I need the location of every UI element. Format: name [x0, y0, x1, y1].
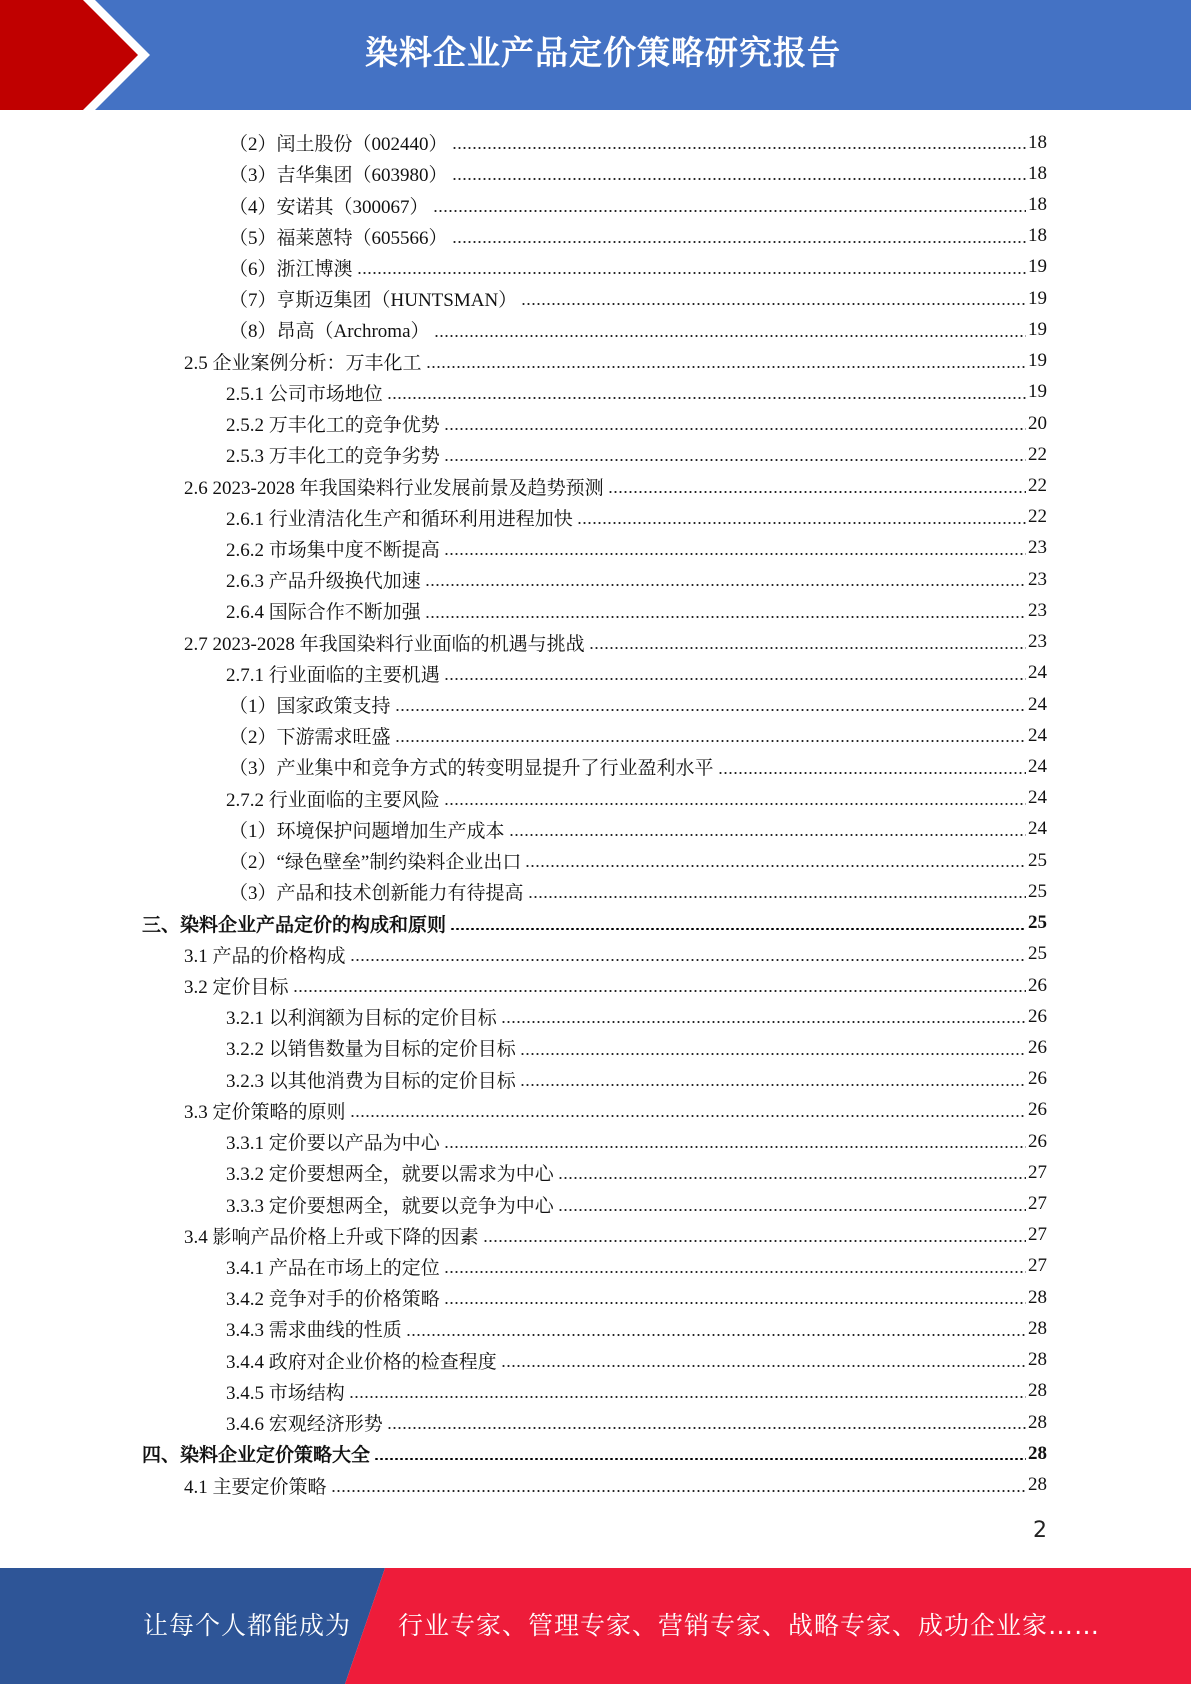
report-title: 染料企业产品定价策略研究报告 — [365, 33, 841, 72]
toc-entry[interactable] — [0, 907, 1191, 938]
toc-entry-title: 3.3.3 定价要想两全，就要以竞争为中心 — [226, 1195, 554, 1217]
toc-entry-page: 23 — [1028, 568, 1047, 590]
toc-leader-dots — [331, 1490, 1026, 1492]
toc-entry-title: 3.4 影响产品价格上升或下降的因素 — [184, 1226, 479, 1248]
toc-entry-title: 2.5.3 万丰化工的竞争劣势 — [226, 446, 440, 468]
toc-leader-dots — [501, 1021, 1026, 1023]
toc-entry[interactable] — [0, 1313, 1191, 1344]
toc-entry[interactable] — [0, 1376, 1191, 1407]
toc-entry-page: 26 — [1028, 1068, 1047, 1090]
toc-entry-page: 26 — [1028, 974, 1047, 996]
toc-leader-dots — [387, 397, 1026, 399]
toc-entry-title: 2.6.3 产品升级换代加速 — [226, 571, 421, 593]
toc-entry[interactable] — [0, 1126, 1191, 1157]
toc-leader-dots — [387, 1427, 1026, 1429]
toc-entry-page: 22 — [1028, 506, 1047, 528]
toc-entry[interactable] — [0, 439, 1191, 470]
toc-entry-title: 2.7 2023-2028 年我国染料行业面临的机遇与挑战 — [184, 633, 585, 655]
toc-leader-dots — [374, 1458, 1026, 1460]
toc-entry-title: 三、染料企业产品定价的构成和原则 — [142, 914, 447, 936]
toc-leader-dots — [350, 959, 1026, 961]
toc-entry-page: 24 — [1028, 724, 1047, 746]
toc-leader-dots — [528, 896, 1026, 898]
toc-entry-title: 3.4.5 市场结构 — [226, 1382, 345, 1404]
toc-entry[interactable] — [0, 1095, 1191, 1126]
toc-entry-page: 22 — [1028, 443, 1047, 465]
toc-leader-dots — [577, 522, 1026, 524]
toc-entry-page: 25 — [1028, 912, 1047, 934]
toc-leader-dots — [444, 1302, 1026, 1304]
toc-entry-title: 四、染料企业定价策略大全 — [142, 1445, 371, 1467]
toc-entry-page: 28 — [1028, 1442, 1047, 1464]
toc-leader-dots — [444, 1271, 1026, 1273]
toc-entry-title: 2.7.2 行业面临的主要风险 — [226, 789, 440, 811]
toc-leader-dots — [433, 210, 1026, 212]
toc-leader-dots — [357, 272, 1026, 274]
toc-entry-title: （4）安诺其（300067） — [229, 196, 429, 218]
toc-entry-title: 3.2.1 以利润额为目标的定价目标 — [226, 1008, 497, 1030]
toc-entry[interactable] — [0, 1064, 1191, 1095]
toc-entry-page: 26 — [1028, 1005, 1047, 1027]
toc-entry-page: 27 — [1028, 1224, 1047, 1246]
toc-leader-dots — [452, 147, 1026, 149]
toc-entry-page: 24 — [1028, 787, 1047, 809]
toc-entry-page: 19 — [1028, 256, 1047, 278]
toc-entry[interactable] — [0, 1407, 1191, 1438]
toc-entry[interactable] — [0, 189, 1191, 220]
toc-entry-page: 27 — [1028, 1161, 1047, 1183]
toc-entry-title: （2）下游需求旺盛 — [229, 727, 391, 749]
toc-entry-title: 2.6.4 国际合作不断加强 — [226, 602, 421, 624]
toc-leader-dots — [608, 491, 1026, 493]
toc-entry-title: 3.4.2 竞争对手的价格策略 — [226, 1289, 440, 1311]
toc-leader-dots — [425, 616, 1026, 618]
toc-entry[interactable] — [0, 252, 1191, 283]
toc-entry-title: 3.4.1 产品在市场上的定位 — [226, 1257, 440, 1279]
toc-entry[interactable] — [0, 1001, 1191, 1032]
toc-leader-dots — [444, 803, 1026, 805]
page-number: 2 — [1033, 1518, 1047, 1543]
toc-entry[interactable] — [0, 658, 1191, 689]
toc-entry[interactable] — [0, 314, 1191, 345]
toc-entry[interactable] — [0, 845, 1191, 876]
toc-leader-dots — [452, 178, 1026, 180]
footer-slogan-left: 让每个人都能成为 — [143, 1611, 352, 1640]
toc-entry-title: 3.3.2 定价要想两全，就要以需求为中心 — [226, 1164, 554, 1186]
toc-entry-page: 20 — [1028, 412, 1047, 434]
toc-entry-title: （2）“绿色壁垒”制约染料企业出口 — [229, 852, 522, 874]
toc-entry[interactable] — [0, 127, 1191, 158]
toc-entry-page: 18 — [1028, 194, 1047, 216]
toc-entry-title: （8）昂高（Archroma） — [229, 321, 430, 343]
toc-entry-page: 28 — [1028, 1286, 1047, 1308]
toc-entry-page: 23 — [1028, 537, 1047, 559]
toc-entry-title: 2.5 企业案例分析：万丰化工 — [184, 352, 422, 374]
toc-entry-page: 18 — [1028, 162, 1047, 184]
toc-entry-title: （3）产品和技术创新能力有待提高 — [229, 883, 524, 905]
toc-entry-page: 26 — [1028, 1036, 1047, 1058]
toc-leader-dots — [718, 772, 1026, 774]
toc-entry[interactable] — [0, 1469, 1191, 1500]
toc-entry-page: 25 — [1028, 943, 1047, 965]
toc-leader-dots — [444, 553, 1026, 555]
toc-entry[interactable] — [0, 1438, 1191, 1469]
toc-entry-title: （3）产业集中和竞争方式的转变明显提升了行业盈利水平 — [229, 758, 714, 780]
toc-entry-page: 28 — [1028, 1474, 1047, 1496]
toc-entry-title: 3.4.6 宏观经济形势 — [226, 1414, 383, 1436]
toc-entry[interactable] — [0, 939, 1191, 970]
toc-leader-dots — [450, 928, 1026, 930]
toc-entry[interactable] — [0, 689, 1191, 720]
toc-leader-dots — [521, 303, 1026, 305]
toc-entry[interactable] — [0, 1188, 1191, 1219]
toc-entry-title: 2.6.2 市场集中度不断提高 — [226, 539, 440, 561]
toc-leader-dots — [444, 459, 1026, 461]
table-of-contents — [0, 127, 1191, 1501]
toc-entry-page: 28 — [1028, 1380, 1047, 1402]
toc-entry-title: 3.4.3 需求曲线的性质 — [226, 1320, 402, 1342]
toc-entry-title: 3.2 定价目标 — [184, 977, 289, 999]
toc-entry-page: 25 — [1028, 880, 1047, 902]
toc-entry-page: 26 — [1028, 1099, 1047, 1121]
toc-entry-page: 24 — [1028, 662, 1047, 684]
toc-entry-page: 24 — [1028, 755, 1047, 777]
toc-entry-title: （3）吉华集团（603980） — [229, 165, 448, 187]
toc-entry-title: 3.1 产品的价格构成 — [184, 945, 346, 967]
toc-entry[interactable] — [0, 783, 1191, 814]
toc-entry-page: 26 — [1028, 1130, 1047, 1152]
toc-leader-dots — [444, 678, 1026, 680]
toc-leader-dots — [425, 584, 1026, 586]
toc-leader-dots — [520, 1084, 1026, 1086]
toc-leader-dots — [434, 335, 1026, 337]
toc-entry[interactable] — [0, 1282, 1191, 1313]
toc-entry[interactable] — [0, 1251, 1191, 1282]
toc-entry[interactable] — [0, 221, 1191, 252]
toc-entry[interactable] — [0, 408, 1191, 439]
toc-entry-title: 2.6 2023-2028 年我国染料行业发展前景及趋势预测 — [184, 477, 604, 499]
toc-entry-title: 3.2.2 以销售数量为目标的定价目标 — [226, 1039, 516, 1061]
toc-leader-dots — [558, 1177, 1026, 1179]
toc-entry[interactable] — [0, 470, 1191, 501]
toc-leader-dots — [558, 1209, 1026, 1211]
toc-leader-dots — [509, 834, 1026, 836]
toc-entry-title: 2.6.1 行业清洁化生产和循环利用进程加快 — [226, 508, 573, 530]
toc-entry-page: 19 — [1028, 318, 1047, 340]
toc-entry-page: 28 — [1028, 1349, 1047, 1371]
toc-entry[interactable] — [0, 533, 1191, 564]
toc-entry[interactable] — [0, 970, 1191, 1001]
toc-entry[interactable] — [0, 720, 1191, 751]
toc-leader-dots — [395, 740, 1026, 742]
toc-entry[interactable] — [0, 876, 1191, 907]
toc-leader-dots — [444, 428, 1026, 430]
footer-slogan-right: 行业专家、管理专家、营销专家、战略专家、成功企业家…… — [398, 1611, 1101, 1640]
toc-entry-title: 3.3.1 定价要以产品为中心 — [226, 1133, 440, 1155]
toc-entry-page: 28 — [1028, 1317, 1047, 1339]
toc-entry-page: 19 — [1028, 350, 1047, 372]
toc-leader-dots — [520, 1053, 1026, 1055]
toc-entry-page: 19 — [1028, 381, 1047, 403]
toc-leader-dots — [349, 1396, 1026, 1398]
toc-entry-title: （2）闰土股份（002440） — [229, 134, 448, 156]
toc-entry-title: （1）国家政策支持 — [229, 696, 391, 718]
toc-leader-dots — [426, 366, 1026, 368]
toc-entry-title: （7）亨斯迈集团（HUNTSMAN） — [229, 290, 518, 312]
toc-entry-page: 25 — [1028, 849, 1047, 871]
toc-entry[interactable] — [0, 595, 1191, 626]
toc-entry[interactable] — [0, 346, 1191, 377]
toc-entry[interactable] — [0, 283, 1191, 314]
toc-entry-page: 22 — [1028, 475, 1047, 497]
toc-entry-page: 27 — [1028, 1255, 1047, 1277]
toc-entry-page: 24 — [1028, 693, 1047, 715]
toc-leader-dots — [350, 1115, 1026, 1117]
toc-entry-title: 3.3 定价策略的原则 — [184, 1101, 346, 1123]
toc-leader-dots — [501, 1365, 1026, 1367]
toc-entry[interactable] — [0, 751, 1191, 782]
toc-entry[interactable] — [0, 158, 1191, 189]
toc-leader-dots — [293, 990, 1026, 992]
toc-entry[interactable] — [0, 377, 1191, 408]
toc-entry[interactable] — [0, 1032, 1191, 1063]
toc-entry-title: 3.4.4 政府对企业价格的检查程度 — [226, 1351, 497, 1373]
toc-entry[interactable] — [0, 1220, 1191, 1251]
toc-entry-page: 18 — [1028, 131, 1047, 153]
toc-entry-page: 24 — [1028, 818, 1047, 840]
toc-leader-dots — [406, 1334, 1026, 1336]
toc-leader-dots — [444, 1146, 1026, 1148]
toc-entry[interactable] — [0, 814, 1191, 845]
toc-entry-title: 2.7.1 行业面临的主要机遇 — [226, 664, 440, 686]
toc-entry-title: 4.1 主要定价策略 — [184, 1476, 327, 1498]
toc-entry[interactable] — [0, 502, 1191, 533]
toc-entry-page: 18 — [1028, 225, 1047, 247]
toc-entry-page: 23 — [1028, 631, 1047, 653]
toc-leader-dots — [525, 865, 1026, 867]
toc-entry-title: 2.5.2 万丰化工的竞争优势 — [226, 415, 440, 437]
page-footer — [0, 1568, 1191, 1684]
toc-leader-dots — [395, 709, 1026, 711]
toc-entry-title: （6）浙江博澳 — [229, 258, 353, 280]
toc-entry-page: 19 — [1028, 287, 1047, 309]
toc-entry[interactable] — [0, 1157, 1191, 1188]
toc-entry[interactable] — [0, 627, 1191, 658]
toc-entry-page: 28 — [1028, 1411, 1047, 1433]
page-header — [0, 0, 1191, 110]
toc-entry[interactable] — [0, 564, 1191, 595]
toc-entry-title: （1）环境保护问题增加生产成本 — [229, 820, 505, 842]
toc-entry[interactable] — [0, 1345, 1191, 1376]
toc-leader-dots — [589, 647, 1026, 649]
toc-entry-title: 2.5.1 公司市场地位 — [226, 383, 383, 405]
toc-entry-page: 27 — [1028, 1193, 1047, 1215]
toc-leader-dots — [452, 241, 1026, 243]
toc-entry-title: 3.2.3 以其他消费为目标的定价目标 — [226, 1070, 516, 1092]
toc-entry-title: （5）福莱蒽特（605566） — [229, 227, 448, 249]
toc-leader-dots — [483, 1240, 1026, 1242]
toc-entry-page: 23 — [1028, 599, 1047, 621]
